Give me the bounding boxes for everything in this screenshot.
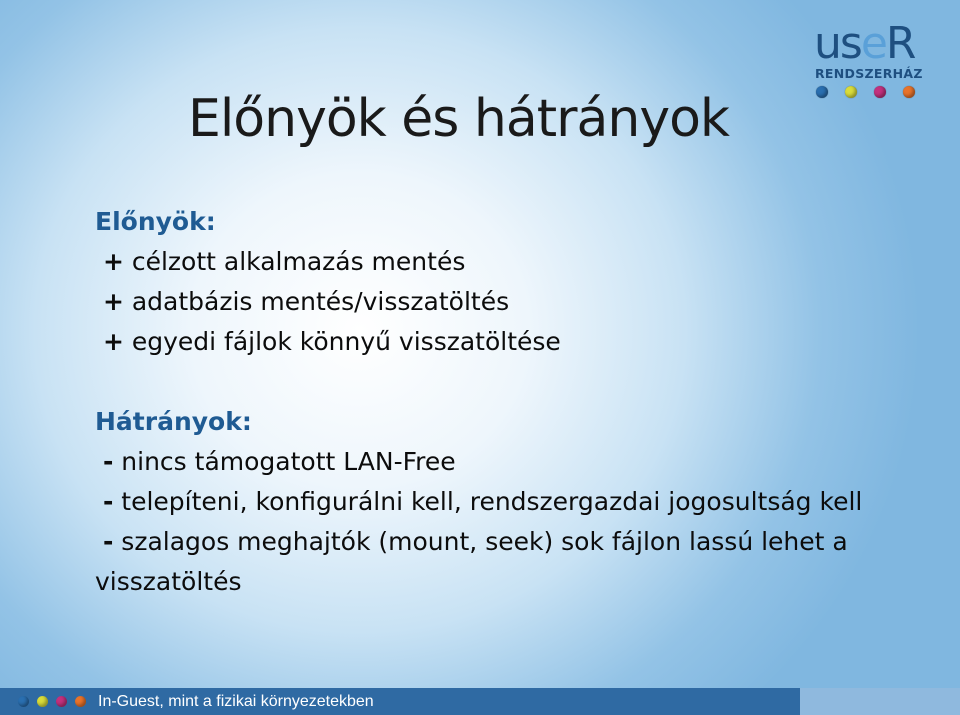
footer-dot-orange-icon: [75, 696, 86, 707]
advantages-heading: Előnyök:: [95, 207, 216, 236]
disadvantage-item: - szalagos meghajtók (mount, seek) sok fájlon lassú lehet a visszatöltés: [95, 527, 848, 596]
footer-dot-blue-icon: [18, 696, 29, 707]
logo-word-left: us: [814, 18, 861, 69]
disadvantage-item: - telepíteni, konfigurálni kell, rendszergazdai jogosultság kell: [102, 487, 863, 516]
advantage-item: + egyedi fájlok könnyű visszatöltése: [102, 327, 561, 356]
logo-subtitle: RENDSZERHÁZ: [815, 66, 923, 81]
footer-tail: [800, 688, 960, 715]
logo-word-right: R: [885, 18, 915, 69]
footer-dot-magenta-icon: [56, 696, 67, 707]
footer: [0, 688, 960, 715]
footer-bar: [0, 688, 800, 715]
footer-dot-yellow-icon: [37, 696, 48, 707]
disadvantages-heading: Hátrányok:: [95, 407, 252, 436]
logo-dot-magenta-icon: [874, 86, 886, 98]
footer-text: In-Guest, mint a fizikai környezetekben: [98, 693, 374, 710]
disadvantage-item: - nincs támogatott LAN-Free: [102, 447, 456, 476]
footer-dots: [18, 696, 86, 707]
logo-dots: [816, 86, 915, 98]
logo-wordmark: [814, 18, 915, 69]
logo-word-mid: e: [860, 18, 886, 69]
advantage-item: + célzott alkalmazás mentés: [102, 247, 466, 276]
advantage-item: + adatbázis mentés/visszatöltés: [102, 287, 510, 316]
section-spacer: [95, 362, 895, 402]
logo-dot-orange-icon: [903, 86, 915, 98]
user-rendszerhaz-logo: [812, 18, 936, 106]
logo-dot-blue-icon: [816, 86, 828, 98]
slide-title: Előnyök és hátrányok: [188, 89, 730, 149]
logo-dot-yellow-icon: [845, 86, 857, 98]
slide-body: [95, 202, 895, 602]
